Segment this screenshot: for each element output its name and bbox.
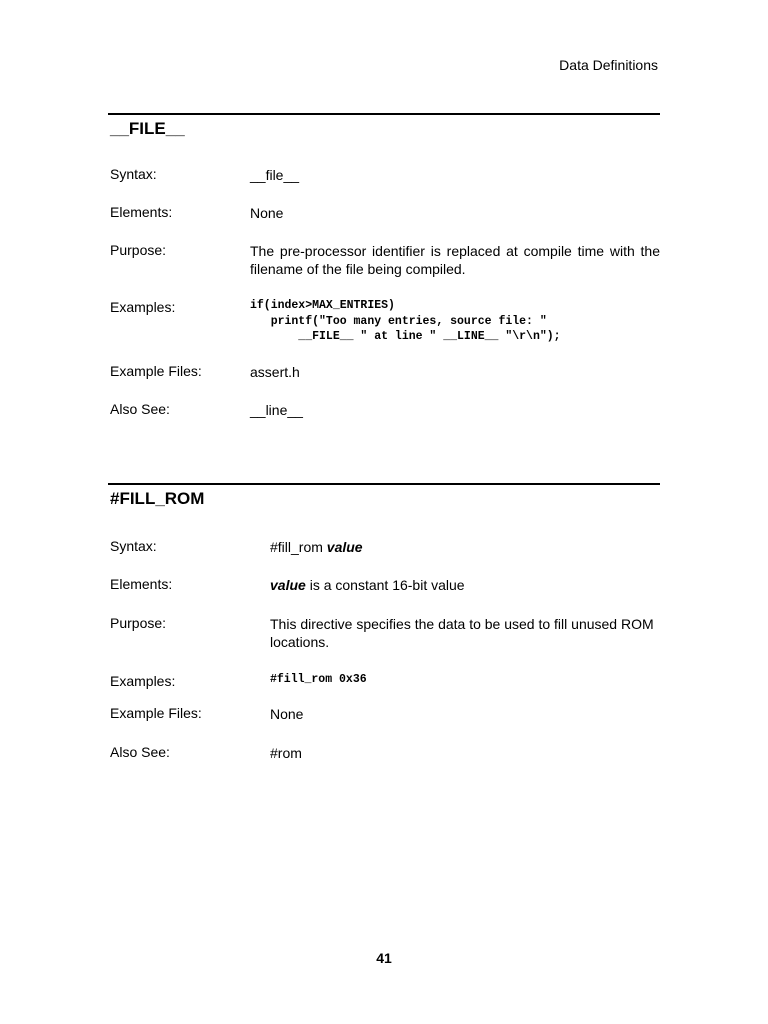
example-files-label: Example Files: [110,363,202,379]
syntax-value: __file__ [250,167,300,183]
running-header: Data Definitions [559,57,658,73]
purpose-label: Purpose: [110,615,167,631]
syntax-label: Syntax: [110,166,157,182]
purpose-label: Purpose: [110,242,167,258]
elements-label: Elements: [110,204,173,220]
examples-label: Examples: [110,299,176,315]
syntax-directive: #fill_rom [270,539,327,555]
example-code-block: if(index>MAX_ENTRIES) printf("Too many entries, source file: " __FILE__ " at line " __LINE__ "\r\n"); [250,299,561,343]
examples-label: Examples: [110,673,176,689]
elements-parameter: value [270,577,306,593]
syntax-parameter: value [326,539,363,555]
section-divider [108,483,660,485]
file-section [108,113,660,433]
also-see-label: Also See: [110,744,170,760]
section-title: __FILE__ [110,119,185,138]
purpose-value: The pre-processor identifier is replaced at compile time with the filename of the file being compiled. [250,243,660,277]
fill-rom-section [108,483,660,783]
section-divider [108,113,660,115]
example-files-label: Example Files: [110,705,202,721]
elements-value [270,576,660,594]
syntax-label: Syntax: [110,538,157,554]
elements-description: is a constant 16-bit value [305,577,465,593]
example-files-value: None [270,706,304,722]
elements-value: None [250,205,284,221]
page-number: 41 [376,950,392,966]
example-code-block: #fill_rom 0x36 [270,673,367,686]
also-see-value: __line__ [250,402,303,418]
example-files-value: assert.h [250,364,300,380]
section-title: #FILL_ROM [110,489,205,508]
elements-label: Elements: [110,576,173,592]
syntax-value [270,538,660,556]
purpose-value: This directive specifies the data to be used to fill unused ROM locations. [270,616,654,650]
also-see-label: Also See: [110,401,170,417]
also-see-value: #rom [270,745,302,761]
